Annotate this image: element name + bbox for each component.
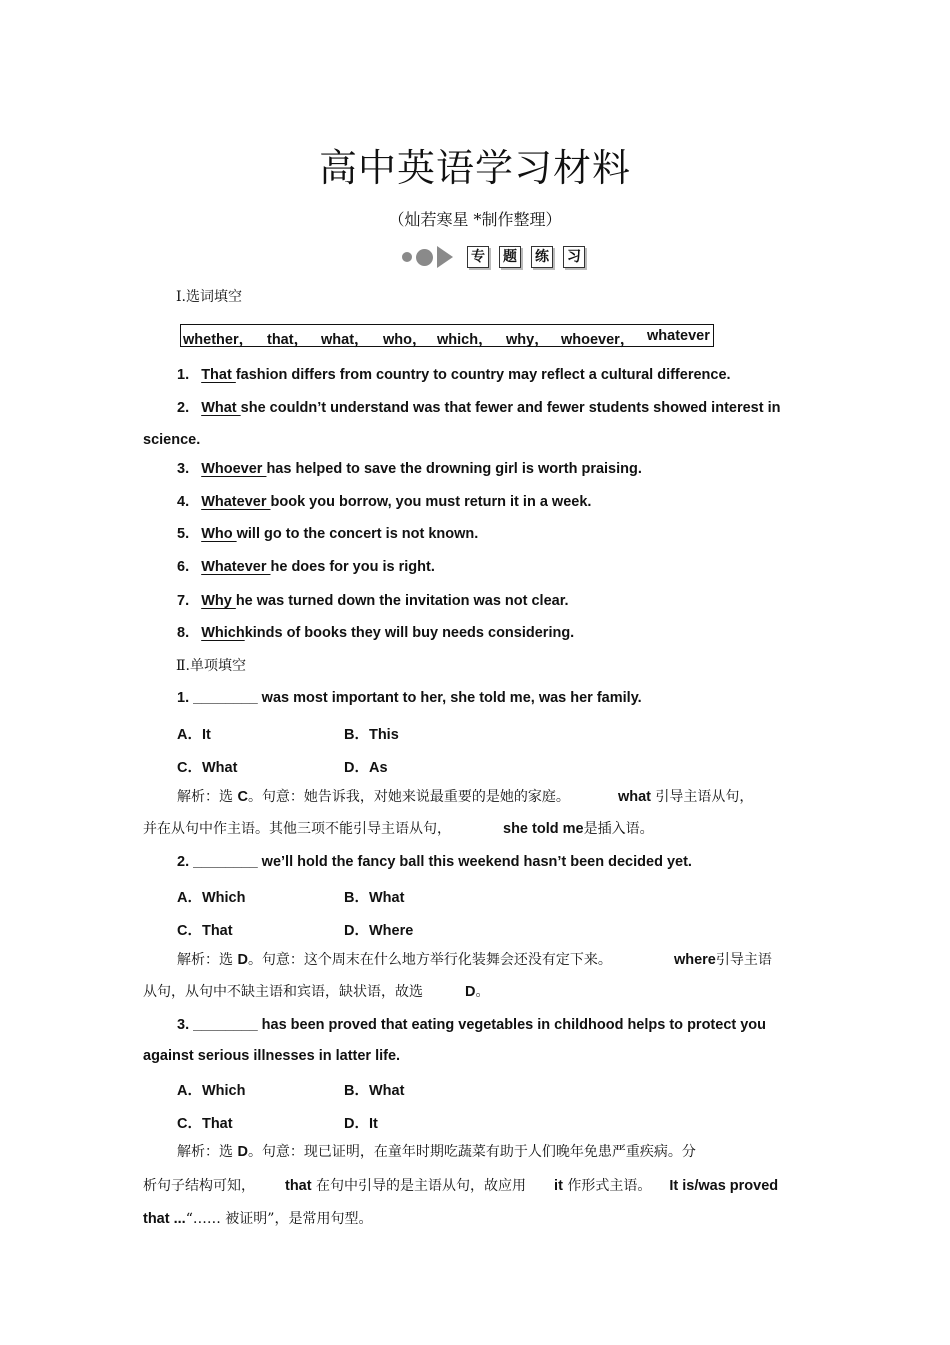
fill-item-continuation: science. [143, 432, 201, 448]
section2-heading: Ⅱ.单项填空 [176, 658, 246, 674]
fill-item: 8. Whichkinds of books they will buy needs considering. [177, 625, 575, 641]
banner-char: 习 [563, 246, 585, 268]
banner-char: 练 [531, 246, 553, 268]
section-banner [402, 246, 585, 268]
word-bank-item: why， [506, 332, 549, 348]
fill-answer: What [201, 400, 241, 416]
banner-char: 专 [467, 246, 489, 268]
word-bank-item: whoever， [561, 332, 635, 348]
option-c: C．What [177, 760, 238, 776]
fill-answer: Who [201, 526, 237, 542]
fill-answer: That [201, 367, 236, 383]
explanation-line: 解析：选 C。句意：她告诉我，对她来说最重要的是她的家庭。 what 引导主语从句， [177, 789, 754, 805]
fill-item: 3. Whoever has helped to save the drowning girl is worth praising. [177, 461, 642, 477]
option-a: A．It [177, 727, 211, 743]
fill-item: 6. Whatever he does for you is right. [177, 559, 435, 575]
banner-char: 题 [499, 246, 521, 268]
fill-answer: Which [201, 625, 245, 641]
banner-dot-small [402, 252, 412, 262]
question-stem: 1. ________ was most important to her, she told me, was her family. [177, 690, 642, 706]
fill-item: 5. Who will go to the concert is not known. [177, 526, 479, 542]
question-stem: 2. ________ we’ll hold the fancy ball this weekend hasn’t been decided yet. [177, 854, 692, 870]
question-stem-continuation: against serious illnesses in latter life. [143, 1048, 401, 1064]
section1-heading: Ⅰ.选词填空 [176, 289, 242, 305]
option-d: D．It [344, 1116, 378, 1132]
option-a: A．Which [177, 1083, 246, 1099]
explanation-line: 从句，从句中不缺主语和宾语，缺状语，故选 D。 [143, 984, 490, 1000]
explanation-line: 解析：选 D。句意：这个周末在什么地方举行化装舞会还没有定下来。 where引导主语 [177, 952, 772, 968]
option-a: A．Which [177, 890, 246, 906]
banner-arrow-icon [437, 246, 453, 268]
option-b: B．What [344, 890, 405, 906]
word-bank-item: that， [267, 332, 309, 348]
fill-answer: Whoever [201, 461, 267, 477]
fill-answer: Why [201, 593, 236, 609]
fill-answer: Whatever [201, 494, 271, 510]
explanation-line: 析句子结构可知， that 在句中引导的是主语从句，故应用 it 作形式主语。 It is/was proved [143, 1178, 779, 1194]
word-bank-item: whatever [647, 328, 710, 344]
explanation-line: that ...“…… 被证明”，是常用句型。 [143, 1211, 373, 1227]
banner-dot-large [416, 249, 433, 266]
page-subtitle: （灿若寒星 *制作整理） [388, 210, 562, 229]
word-bank-box [180, 324, 714, 347]
word-bank-item: whether， [183, 332, 254, 348]
fill-answer: Whatever [201, 559, 271, 575]
word-bank-item: what， [321, 332, 369, 348]
option-c: C．That [177, 1116, 233, 1132]
explanation-line: 并在从句中作主语。其他三项不能引导主语从句， she told me是插入语。 [143, 821, 654, 837]
fill-item: 1. That fashion differs from country to country may reflect a cultural difference. [177, 367, 731, 383]
question-stem: 3. ________ has been proved that eating vegetables in childhood helps to protect you [177, 1017, 767, 1033]
explanation-line: 解析：选 D。句意：现已证明，在童年时期吃蔬菜有助于人们晚年免患严重疾病。分 [177, 1144, 696, 1160]
word-bank-item: who， [383, 332, 427, 348]
option-c: C．That [177, 923, 233, 939]
option-d: D．Where [344, 923, 414, 939]
fill-item: 4. Whatever book you borrow, you must return it in a week. [177, 494, 592, 510]
fill-item: 7. Why he was turned down the invitation was not clear. [177, 593, 569, 609]
fill-item: 2. What she couldn’t understand was that fewer and fewer students showed interest in [177, 400, 781, 416]
option-b: B．This [344, 727, 399, 743]
option-b: B．What [344, 1083, 405, 1099]
word-bank-item: which， [437, 332, 493, 348]
page-title: 高中英语学习材料 [318, 146, 631, 190]
option-d: D．As [344, 760, 388, 776]
